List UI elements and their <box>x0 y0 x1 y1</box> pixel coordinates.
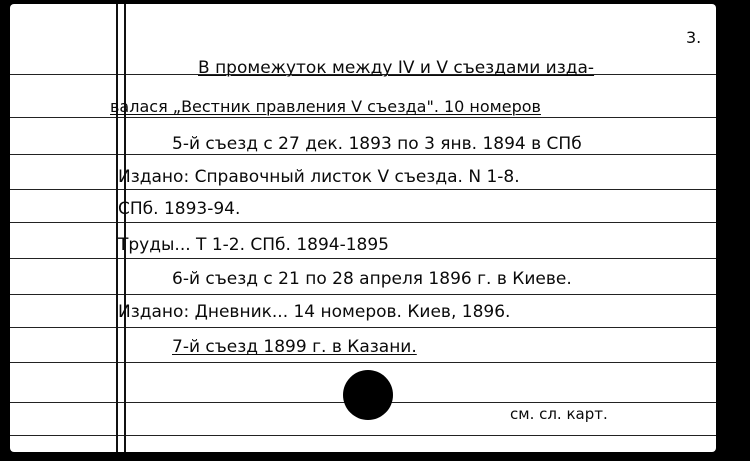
card-line-6: Труды... Т 1-2. СПб. 1894-1895 <box>118 235 389 255</box>
punch-hole <box>343 370 393 420</box>
card-line-5: СПб. 1893-94. <box>118 199 241 219</box>
card-line-9: 7-й съезд 1899 г. в Казани. <box>172 337 417 357</box>
card-line-2: валася „Вестник правления V съезда". 10 номеров <box>110 97 541 116</box>
margin-rule-left <box>116 4 118 452</box>
card-line-4: Издано: Справочный листок V съезда. N 1-8. <box>118 167 520 187</box>
catalog-card <box>10 4 716 452</box>
card-footer-see-next: см. сл. карт. <box>510 405 608 423</box>
card-line-7: 6-й съезд с 21 по 28 апреля 1896 г. в Киеве. <box>172 269 572 289</box>
card-line-1: В промежуток между IV и V съездами изда- <box>198 58 595 78</box>
margin-rule-right <box>124 4 126 452</box>
card-line-3: 5-й съезд с 27 дек. 1893 по 3 янв. 1894 в СПб <box>172 134 582 154</box>
card-line-8: Издано: Дневник... 14 номеров. Киев, 1896. <box>118 302 511 322</box>
card-number: 3. <box>686 28 702 47</box>
